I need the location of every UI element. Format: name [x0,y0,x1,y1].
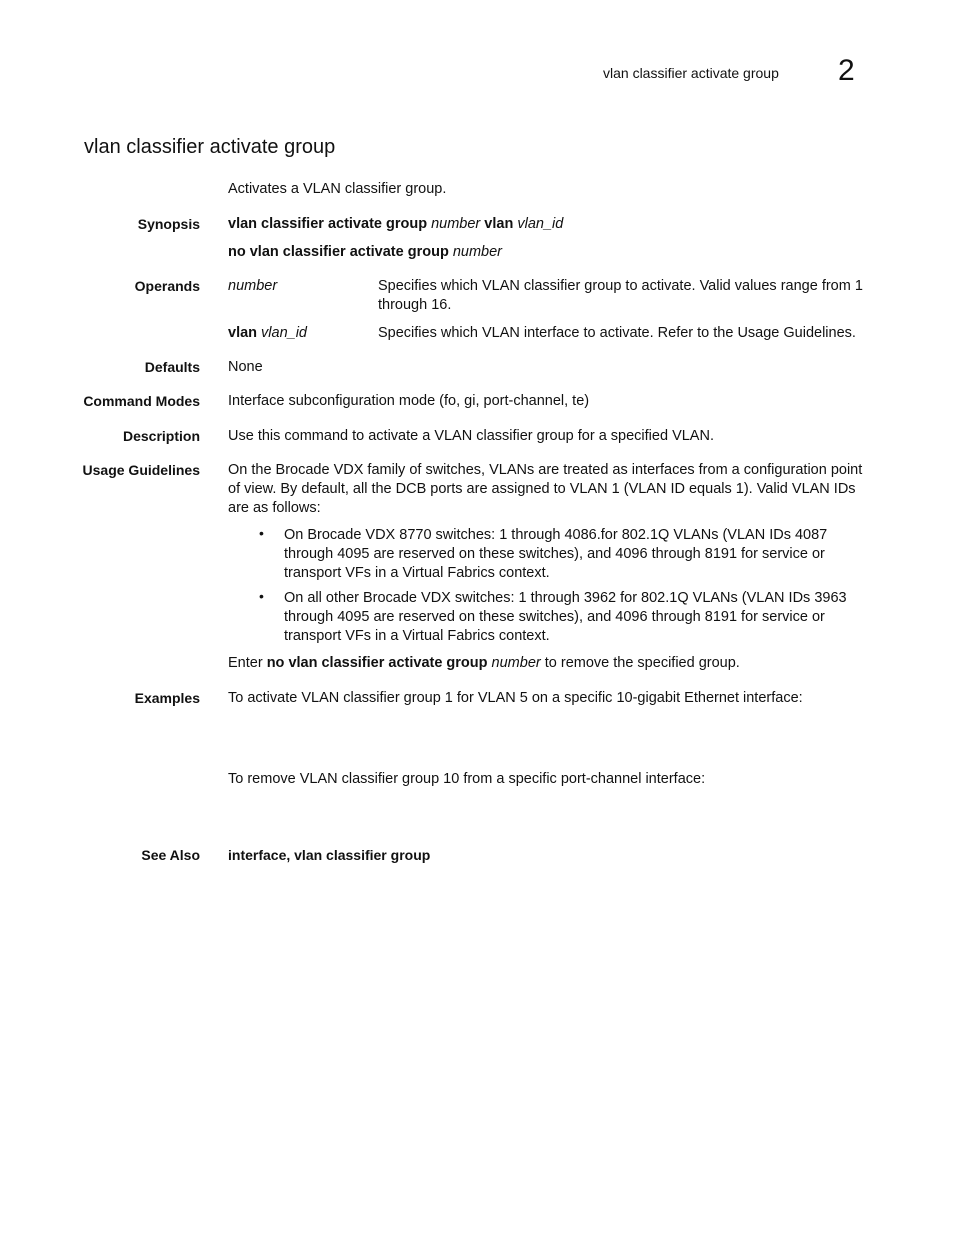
example-2-text: To remove VLAN classifier group 10 from a specific port-channel interface: [228,771,706,787]
label-operands: Operands [134,278,200,294]
operand-name [228,324,307,343]
enter-suffix: to remove the specified group. [544,655,740,671]
synopsis-command: vlan classifier activate group [228,216,428,232]
synopsis-arg-number: number [431,216,481,232]
label-examples: Examples [134,690,200,706]
command-modes-text: Interface subconfiguration mode (fo, gi, port-channel, te) [228,393,590,409]
label-description: Description [122,428,200,444]
synopsis-line-1 [228,215,563,234]
operand-description: Specifies which VLAN interface to activate. Refer to the Usage Guidelines. [378,325,856,341]
operand-arg: vlan_id [261,325,307,341]
page-title: vlan classifier activate group [84,136,336,158]
label-see-also: See Also [141,847,200,863]
operand-keyword: vlan [228,325,258,341]
synopsis-no-command: no vlan classifier activate group [228,244,449,260]
usage-bullet: On all other Brocade VDX switches: 1 through 3962 for 802.1Q VLANs (VLAN IDs 3963 through 4095 are reserved on these switches), and 4096 through 8191 for service or transport VFs in a Virtual Fabrics context. [284,590,847,644]
enter-prefix: Enter [228,655,263,671]
bullet-marker: • [259,525,264,541]
synopsis-no-arg-number: number [452,244,503,260]
usage-intro: On the Brocade VDX family of switches, VLANs are treated as interfaces from a configuration point of view. By default, all the DCB ports are assigned to VLAN 1 (VLAN ID equals 1). Valid VLAN IDs are as follows: [228,462,863,516]
see-also-links[interactable]: interface, vlan classifier group [228,847,431,863]
label-synopsis: Synopsis [137,216,200,232]
enter-command: no vlan classifier activate group [266,655,488,671]
example-1-text: To activate VLAN classifier group 1 for VLAN 5 on a specific 10-gigabit Ethernet interface: [228,690,803,706]
bullet-marker: • [259,588,264,604]
running-header: vlan classifier activate group [603,65,779,81]
operand-description: Specifies which VLAN classifier group to activate. Valid values range from 1 through 16. [378,278,863,313]
label-defaults: Defaults [144,359,200,375]
synopsis-line-2 [228,243,502,262]
usage-enter-line [228,654,740,673]
usage-bullet: On Brocade VDX 8770 switches: 1 through 4086.for 802.1Q VLANs (VLAN IDs 4087 through 4095 are reserved on these switches), and 4096 through 8191 for service or transport VFs in a Virtual Fabrics context. [284,527,828,581]
label-usage-guidelines: Usage Guidelines [82,462,200,478]
operand-name [228,277,277,296]
label-command-modes: Command Modes [83,393,200,409]
intro-text: Activates a VLAN classifier group. [228,181,447,197]
synopsis-keyword-vlan: vlan [484,216,514,232]
enter-arg: number [491,655,541,671]
defaults-text: None [228,359,263,375]
synopsis-arg-vlan-id: vlan_id [517,216,564,232]
chapter-number: 2 [838,54,855,87]
description-text: Use this command to activate a VLAN classifier group for a specified VLAN. [228,428,714,444]
operand-arg: number [228,278,278,294]
